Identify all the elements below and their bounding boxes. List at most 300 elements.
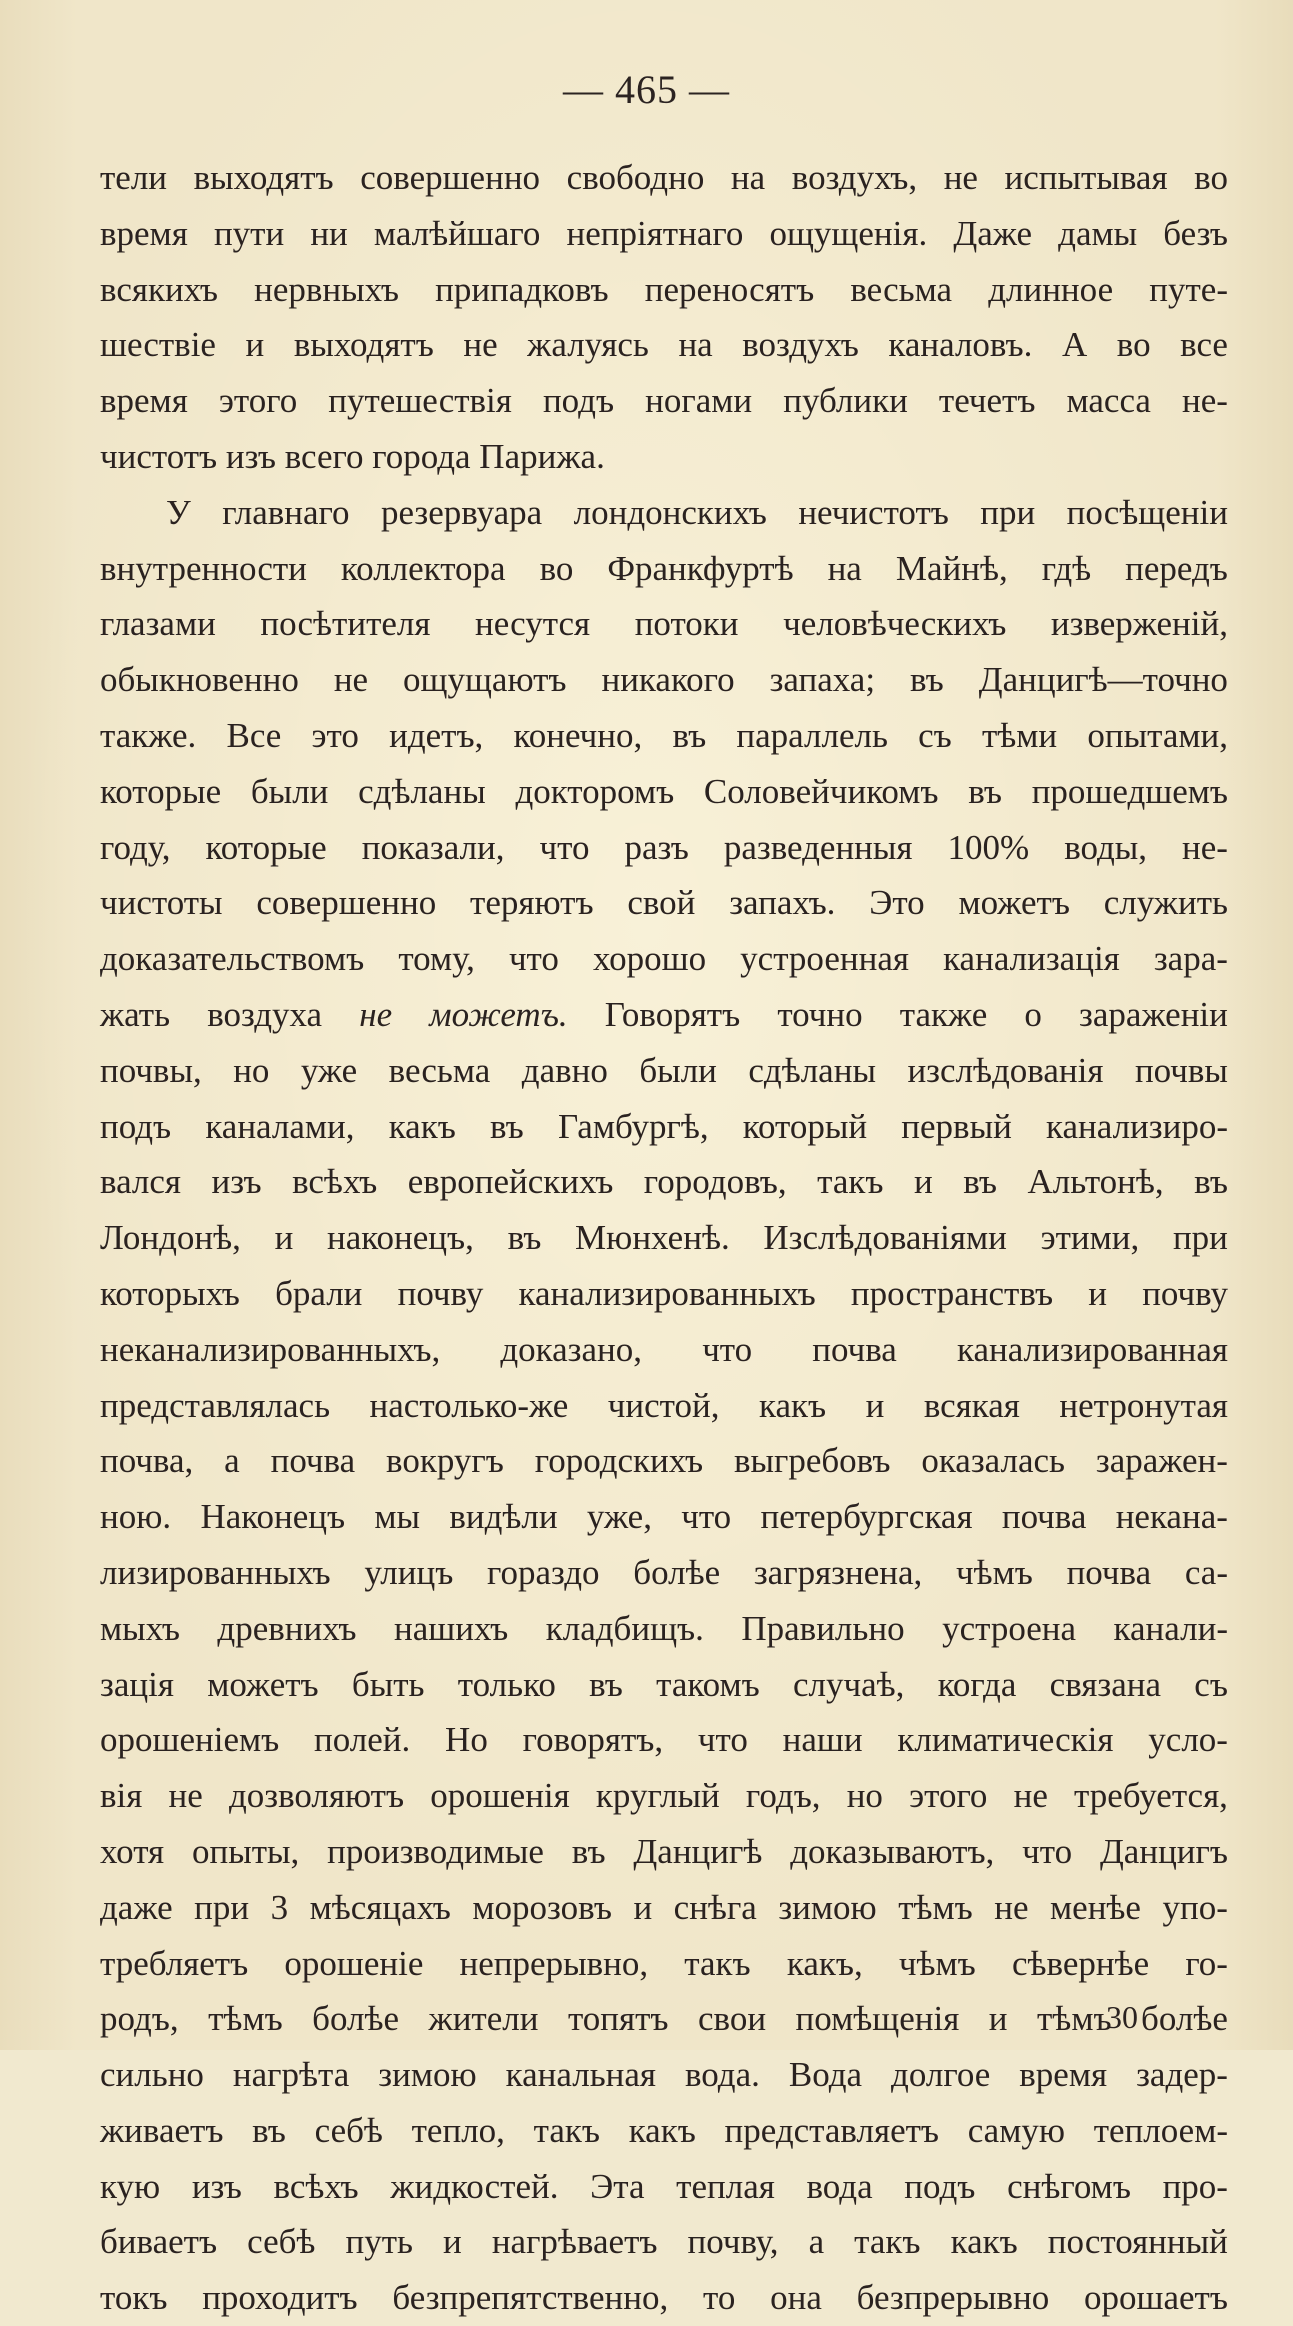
word: также. bbox=[100, 715, 197, 755]
word: посѣщеніи bbox=[1066, 492, 1228, 532]
word: 100% bbox=[947, 827, 1030, 867]
text-line bbox=[100, 2214, 1228, 2270]
text-line bbox=[100, 2270, 1228, 2326]
text-line bbox=[100, 2103, 1228, 2159]
word: въ bbox=[968, 771, 1002, 811]
word: Лондонѣ, bbox=[100, 1218, 241, 1258]
word: связана bbox=[1049, 1664, 1161, 1704]
word: производимые bbox=[327, 1831, 544, 1871]
word: точно bbox=[777, 994, 863, 1034]
text-line bbox=[100, 206, 1228, 262]
word: морозовъ bbox=[472, 1887, 612, 1927]
word: Но bbox=[445, 1720, 488, 1760]
word: нагрѣта bbox=[232, 2055, 350, 2095]
text-line bbox=[100, 764, 1228, 820]
text-line bbox=[100, 596, 1228, 652]
word: себѣ bbox=[247, 2222, 316, 2262]
word: снѣга bbox=[673, 1887, 757, 1927]
word: только bbox=[457, 1664, 556, 1704]
word: въ bbox=[490, 1106, 524, 1146]
word: вода bbox=[806, 2166, 873, 2206]
word: топятъ bbox=[567, 1999, 669, 2039]
word: устроена bbox=[942, 1608, 1077, 1648]
word: нетронутая bbox=[1059, 1385, 1228, 1425]
word: пути bbox=[213, 213, 285, 253]
text-line bbox=[100, 150, 1228, 206]
word: почвы bbox=[1134, 1050, 1228, 1090]
word: безпрерывно bbox=[856, 2278, 1050, 2318]
word: древнихъ bbox=[217, 1608, 357, 1648]
word: некана- bbox=[1115, 1497, 1228, 1537]
word: этого bbox=[218, 381, 298, 421]
word: выходятъ bbox=[193, 158, 334, 197]
word: оказалась bbox=[921, 1441, 1066, 1481]
word: не bbox=[943, 158, 978, 197]
word: публики bbox=[783, 381, 908, 421]
word: дамы bbox=[1058, 213, 1138, 253]
word: круглый bbox=[595, 1776, 720, 1816]
word: заражен- bbox=[1095, 1441, 1228, 1481]
word: тели bbox=[100, 158, 168, 197]
word: проходитъ bbox=[202, 2278, 358, 2318]
word: никакого bbox=[601, 660, 735, 700]
word: нашихъ bbox=[394, 1608, 509, 1648]
word: которыхъ bbox=[100, 1273, 240, 1313]
word: во bbox=[1116, 325, 1151, 365]
text-line: чистотъ изъ всего города Парижа. bbox=[100, 436, 605, 476]
word: почвы, bbox=[100, 1050, 202, 1090]
word: теплая bbox=[676, 2166, 775, 2206]
word: чистоты bbox=[100, 883, 223, 923]
word: который bbox=[742, 1106, 868, 1146]
word: орошеніе bbox=[284, 1943, 424, 1983]
word: идетъ, bbox=[389, 715, 484, 755]
word: почву bbox=[397, 1273, 484, 1313]
word: канализированная bbox=[956, 1329, 1228, 1369]
word: тѣмъ bbox=[208, 1999, 283, 2039]
word: почва bbox=[1001, 1497, 1087, 1537]
word: 3 bbox=[270, 1887, 289, 1927]
word: длинное bbox=[988, 269, 1114, 309]
word: и bbox=[633, 1887, 653, 1927]
word: нечистотъ bbox=[798, 492, 949, 532]
word: такъ bbox=[684, 1943, 751, 1983]
word: сдѣланы bbox=[358, 771, 486, 811]
word: не- bbox=[1182, 827, 1228, 867]
word: загрязнена, bbox=[753, 1552, 923, 1592]
word: гораздо bbox=[487, 1552, 600, 1592]
text-line bbox=[100, 987, 1228, 1043]
word: въ bbox=[672, 715, 707, 755]
word: Правильно bbox=[741, 1608, 905, 1648]
word: канальная bbox=[505, 2055, 657, 2095]
word: изъ bbox=[191, 2166, 242, 2206]
word: брали bbox=[275, 1273, 363, 1313]
word: ногами bbox=[645, 381, 753, 421]
text-line bbox=[100, 2047, 1228, 2103]
word: тѣмъ bbox=[898, 1887, 973, 1927]
word: себѣ bbox=[314, 2110, 383, 2150]
word: переносятъ bbox=[644, 269, 815, 309]
word: вода. bbox=[685, 2055, 760, 2095]
word: не bbox=[463, 325, 498, 365]
word: изслѣдованія bbox=[907, 1050, 1104, 1090]
word: докторомъ bbox=[515, 771, 675, 811]
word: петербургская bbox=[760, 1497, 973, 1537]
word: Данцигѣ—точно bbox=[978, 660, 1228, 700]
word: этого bbox=[909, 1776, 988, 1816]
word: сѣвернѣе bbox=[1011, 1943, 1150, 1983]
word: жать bbox=[100, 994, 171, 1034]
word: говорятъ, bbox=[522, 1720, 664, 1760]
word: можетъ bbox=[958, 883, 1070, 923]
word: неканализированныхъ, bbox=[100, 1329, 441, 1369]
word: конечно, bbox=[513, 715, 643, 755]
word: Данцигѣ bbox=[633, 1831, 763, 1871]
word: при bbox=[194, 1887, 250, 1927]
word: подъ bbox=[542, 381, 615, 421]
signature-mark: 30 bbox=[1106, 1999, 1138, 2035]
text-line bbox=[100, 1322, 1228, 1378]
word: всѣхъ bbox=[273, 2166, 359, 2206]
text-line bbox=[100, 1154, 1228, 1210]
word: настолько-же bbox=[369, 1385, 569, 1425]
word: давно bbox=[521, 1050, 608, 1090]
word: Франкфуртѣ bbox=[607, 548, 794, 588]
word: чѣмъ bbox=[898, 1943, 976, 1983]
word: канализація bbox=[943, 939, 1120, 979]
word: зара- bbox=[1153, 939, 1228, 979]
word: прошедшемъ bbox=[1031, 771, 1228, 811]
word: ощущенія. bbox=[769, 213, 928, 253]
word: разведенныя bbox=[723, 827, 913, 867]
word: и bbox=[913, 1162, 933, 1202]
word: вокругъ bbox=[386, 1441, 504, 1481]
word: ни bbox=[310, 213, 348, 253]
word: Альтонѣ, bbox=[1027, 1162, 1164, 1202]
word: менѣе bbox=[1050, 1887, 1141, 1927]
word: какъ bbox=[628, 2110, 696, 2150]
word: гдѣ bbox=[1041, 548, 1092, 588]
word: были bbox=[250, 771, 329, 811]
word: и bbox=[865, 1385, 885, 1425]
word: и bbox=[274, 1218, 294, 1258]
word: опыты, bbox=[191, 1831, 300, 1871]
word: мѣсяцахъ bbox=[309, 1887, 451, 1927]
word: непріятнаго bbox=[566, 213, 744, 253]
word: кую bbox=[100, 2166, 161, 2206]
word: Даже bbox=[953, 213, 1033, 253]
word: А bbox=[1061, 325, 1088, 365]
word: орошенія bbox=[430, 1776, 570, 1816]
word: мыхъ bbox=[100, 1608, 180, 1648]
word: и bbox=[1088, 1273, 1108, 1313]
word: безпрепятственно, bbox=[392, 2278, 669, 2318]
word: уже, bbox=[586, 1497, 652, 1537]
word: несутся bbox=[475, 604, 591, 644]
word: жители bbox=[428, 1999, 539, 2039]
word: такъ bbox=[854, 2222, 921, 2262]
word: Вода bbox=[788, 2055, 863, 2095]
body-text bbox=[100, 150, 1228, 2326]
word: каналами, bbox=[205, 1106, 355, 1146]
word: доказываютъ, bbox=[790, 1831, 995, 1871]
word: снѣгомъ bbox=[1007, 2166, 1131, 2206]
word: весьма bbox=[388, 1050, 491, 1090]
word: почва bbox=[1066, 1552, 1152, 1592]
word: тепло, bbox=[411, 2110, 505, 2150]
page-number: — 465 — bbox=[563, 67, 730, 112]
word: почва bbox=[270, 1441, 356, 1481]
text-line bbox=[100, 652, 1228, 708]
word: видѣли bbox=[449, 1497, 558, 1537]
word: жалуясь bbox=[527, 325, 649, 365]
word: родъ, bbox=[100, 1999, 179, 2039]
word: при bbox=[980, 492, 1036, 532]
word: воды, bbox=[1064, 827, 1148, 867]
word: не bbox=[994, 1887, 1029, 1927]
word: ною. bbox=[100, 1497, 172, 1537]
word: улицъ bbox=[364, 1552, 454, 1592]
word: обыкновенно bbox=[100, 660, 299, 700]
word: главнаго bbox=[222, 492, 350, 532]
word: требуется, bbox=[1074, 1776, 1228, 1816]
word: свои bbox=[698, 1999, 767, 2039]
word: Говорятъ bbox=[604, 994, 741, 1034]
word: Мюнхенѣ. bbox=[575, 1218, 730, 1258]
word: требляетъ bbox=[100, 1943, 249, 1983]
text-line bbox=[100, 1824, 1228, 1880]
word: внутренности bbox=[100, 548, 307, 588]
word: въ bbox=[589, 1664, 623, 1704]
word: Изслѣдованіями bbox=[763, 1218, 1007, 1258]
word: помѣщенія bbox=[795, 1999, 960, 2039]
word: а bbox=[808, 2222, 825, 2262]
word: орошаетъ bbox=[1084, 2278, 1228, 2318]
word: во bbox=[1194, 158, 1228, 197]
text-line bbox=[100, 931, 1228, 987]
word: доказательствомъ bbox=[100, 939, 365, 979]
word: живаетъ bbox=[100, 2110, 224, 2150]
word: нагрѣваетъ bbox=[491, 2222, 658, 2262]
word: усло- bbox=[1148, 1720, 1228, 1760]
word: уже bbox=[300, 1050, 358, 1090]
word: Соловейчикомъ bbox=[703, 771, 939, 811]
word: то bbox=[703, 2278, 736, 2318]
word: Данцигъ bbox=[1099, 1831, 1228, 1871]
word: Это bbox=[869, 883, 925, 923]
word: канали- bbox=[1113, 1608, 1228, 1648]
word: ощущаютъ bbox=[403, 660, 567, 700]
word: не bbox=[333, 660, 369, 700]
word: воздухъ bbox=[742, 325, 859, 365]
word: изъ bbox=[211, 1162, 262, 1202]
word: параллель bbox=[736, 715, 888, 755]
word: почву bbox=[1142, 1273, 1228, 1313]
text-line bbox=[100, 820, 1228, 876]
word: годъ, bbox=[745, 1776, 821, 1816]
word: биваетъ bbox=[100, 2222, 218, 2262]
word: все bbox=[1180, 325, 1228, 365]
word: канализиро- bbox=[1046, 1106, 1228, 1146]
word: человѣческихъ bbox=[783, 604, 1007, 644]
word: чистой, bbox=[607, 1385, 720, 1425]
word: У bbox=[166, 492, 191, 532]
text-line bbox=[100, 1043, 1228, 1099]
word: болѣе bbox=[312, 1999, 400, 2039]
word: этими, bbox=[1040, 1218, 1140, 1258]
word: зимою bbox=[378, 2055, 477, 2095]
word: такъ bbox=[817, 1162, 884, 1202]
word: запаха; bbox=[769, 660, 876, 700]
word: самую bbox=[967, 2110, 1065, 2150]
text-line bbox=[100, 541, 1228, 597]
word: въ bbox=[1194, 1162, 1228, 1202]
emphasized-word: можетъ. bbox=[429, 994, 568, 1034]
word: и bbox=[988, 1999, 1008, 2039]
word: глазами bbox=[100, 604, 216, 644]
text-line bbox=[100, 1991, 1228, 2047]
text-line bbox=[100, 2159, 1228, 2215]
word: полей. bbox=[314, 1720, 411, 1760]
text-line bbox=[100, 1433, 1228, 1489]
word: что bbox=[508, 939, 559, 979]
word: съ bbox=[918, 715, 952, 755]
word: въ bbox=[252, 2110, 286, 2150]
word: что bbox=[697, 1720, 748, 1760]
word: жидкостей. bbox=[390, 2166, 559, 2206]
word: но bbox=[846, 1776, 883, 1816]
text-line bbox=[100, 373, 1228, 429]
word: болѣе bbox=[1141, 1999, 1228, 2039]
word: какъ, bbox=[786, 1943, 863, 1983]
word: всякихъ bbox=[100, 269, 218, 309]
word: кладбищъ. bbox=[545, 1608, 704, 1648]
word: зараженіи bbox=[1079, 994, 1228, 1034]
word: лизированныхъ bbox=[100, 1552, 331, 1592]
word: служить bbox=[1103, 883, 1228, 923]
word: Майнѣ, bbox=[895, 548, 1008, 588]
word: непрерывно, bbox=[459, 1943, 649, 1983]
word: теряютъ bbox=[470, 883, 594, 923]
word: время bbox=[100, 213, 188, 253]
word: которые bbox=[100, 771, 222, 811]
word: путе- bbox=[1149, 269, 1228, 309]
word: запахъ. bbox=[729, 883, 836, 923]
word: теплоем- bbox=[1093, 2110, 1228, 2150]
word: но bbox=[233, 1050, 270, 1090]
word: почву, bbox=[687, 2222, 779, 2262]
word: хорошо bbox=[592, 939, 707, 979]
word: лондонскихъ bbox=[573, 492, 767, 532]
word: доказано, bbox=[500, 1329, 643, 1369]
text-line bbox=[100, 1936, 1228, 1992]
word: не- bbox=[1182, 381, 1228, 421]
text-line bbox=[100, 262, 1228, 318]
word: въ bbox=[571, 1831, 606, 1871]
word: орошеніемъ bbox=[100, 1720, 280, 1760]
word: тому, bbox=[398, 939, 475, 979]
word: весьма bbox=[850, 269, 953, 309]
word: почва bbox=[812, 1329, 897, 1369]
word: быть bbox=[351, 1664, 425, 1704]
word: о bbox=[1024, 994, 1042, 1034]
word: показали, bbox=[361, 827, 505, 867]
word: зимою bbox=[778, 1887, 877, 1927]
word: на bbox=[678, 325, 713, 365]
text-line bbox=[100, 875, 1228, 931]
word: про- bbox=[1162, 2166, 1228, 2206]
word: Гамбургѣ, bbox=[557, 1106, 709, 1146]
word: воздухъ, bbox=[791, 158, 918, 197]
word: почва, bbox=[100, 1441, 194, 1481]
word: что bbox=[539, 827, 590, 867]
word: такъ bbox=[533, 2110, 600, 2150]
word: масса bbox=[1066, 381, 1151, 421]
word: коллектора bbox=[340, 548, 506, 588]
word: и bbox=[245, 325, 265, 365]
word: сдѣланы bbox=[748, 1050, 876, 1090]
word: упо- bbox=[1162, 1887, 1228, 1927]
word: на bbox=[827, 548, 862, 588]
word: тѣмъ bbox=[1037, 1999, 1112, 2039]
word: представляетъ bbox=[724, 2110, 939, 2150]
word: съ bbox=[1194, 1664, 1228, 1704]
word: резервуара bbox=[380, 492, 543, 532]
word: европейскихъ bbox=[407, 1162, 614, 1202]
word: случаѣ, bbox=[793, 1664, 905, 1704]
word: когда bbox=[937, 1664, 1017, 1704]
text-line bbox=[100, 1266, 1228, 1322]
word: это bbox=[311, 715, 359, 755]
word: каналовъ. bbox=[888, 325, 1033, 365]
word: вія bbox=[100, 1776, 143, 1816]
word: нервныхъ bbox=[254, 269, 399, 309]
word: Все bbox=[226, 715, 282, 755]
word: наконецъ, bbox=[327, 1218, 474, 1258]
word: первый bbox=[901, 1106, 1012, 1146]
word: дозволяютъ bbox=[228, 1776, 405, 1816]
word: въ bbox=[507, 1218, 542, 1258]
word: что bbox=[702, 1329, 753, 1369]
word: изверженій, bbox=[1050, 604, 1228, 644]
word: воздуха bbox=[207, 994, 323, 1034]
text-line bbox=[100, 1210, 1228, 1266]
word: время bbox=[1019, 2055, 1108, 2095]
text-line bbox=[100, 1489, 1228, 1545]
word: которые bbox=[205, 827, 327, 867]
word: можетъ bbox=[207, 1664, 319, 1704]
word: были bbox=[639, 1050, 717, 1090]
word: даже bbox=[100, 1887, 173, 1927]
word: Наконецъ bbox=[200, 1497, 346, 1537]
word: такомъ bbox=[656, 1664, 760, 1704]
text-line bbox=[100, 1099, 1228, 1155]
word: выходятъ bbox=[293, 325, 434, 365]
word: токъ bbox=[100, 2278, 168, 2318]
word: какъ bbox=[388, 1106, 456, 1146]
word: вался bbox=[100, 1162, 182, 1202]
word: а bbox=[224, 1441, 240, 1481]
word: припадковъ bbox=[435, 269, 609, 309]
word: что bbox=[681, 1497, 732, 1537]
word: подъ bbox=[904, 2166, 976, 2206]
word: сильно bbox=[100, 2055, 204, 2095]
word: время bbox=[100, 381, 188, 421]
word: выгребовъ bbox=[733, 1441, 891, 1481]
word: какъ bbox=[758, 1385, 827, 1425]
word: передъ bbox=[1125, 548, 1228, 588]
